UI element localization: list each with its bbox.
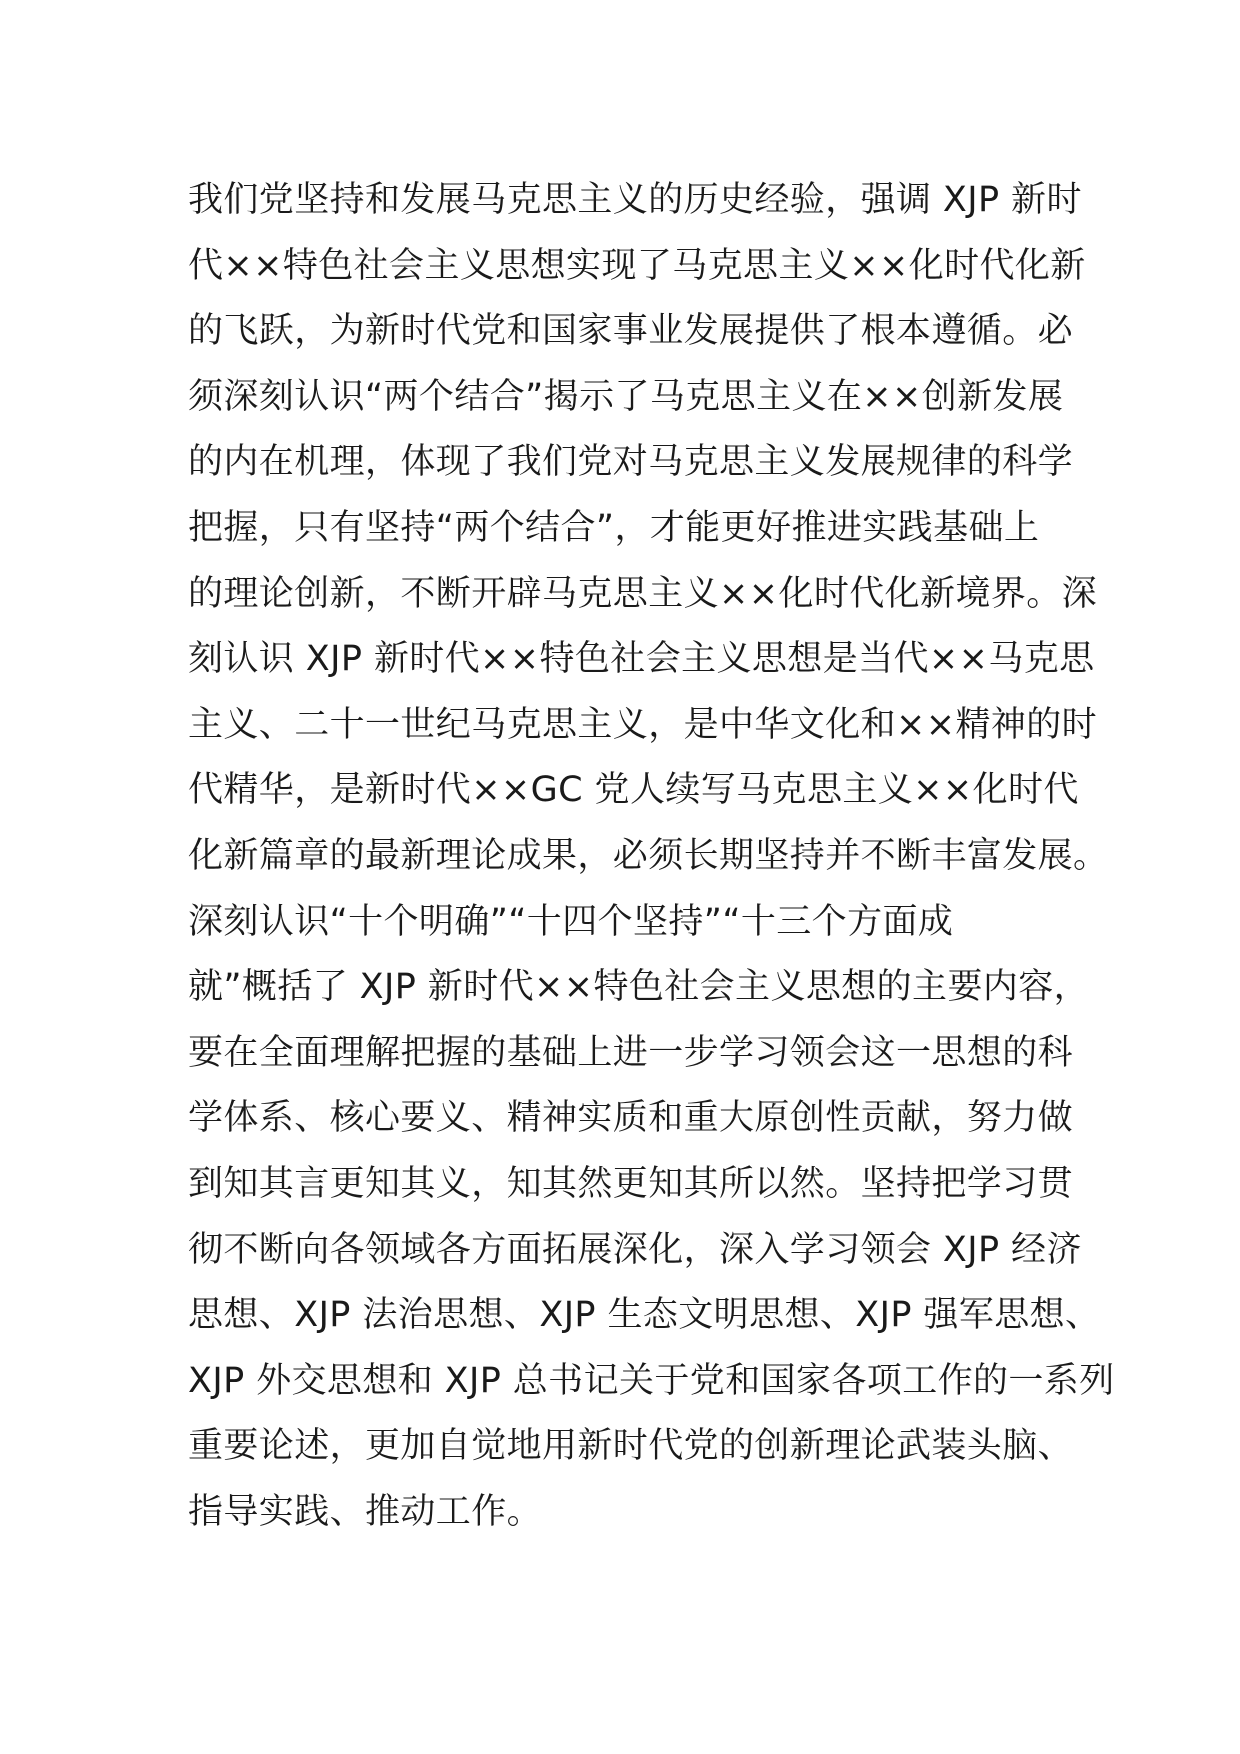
text-line: 的理论创新，不断开辟马克思主义××化时代化新境界。深 bbox=[188, 573, 1098, 614]
text-line: 的内在机理，体现了我们党对马克思主义发展规律的科学 bbox=[188, 442, 1074, 483]
text-line: 指导实践、推动工作。 bbox=[188, 1491, 543, 1532]
text-line: 代××特色社会主义思想实现了马克思主义××化时代化新 bbox=[188, 245, 1086, 286]
text-line: 把握，只有坚持“两个结合”，才能更好推进实践基础上 bbox=[188, 507, 1040, 548]
text-line: 思想、XJP 法治思想、XJP 生态文明思想、XJP 强军思想、 bbox=[188, 1295, 1101, 1336]
body-paragraph bbox=[188, 168, 1115, 1545]
text-line: 须深刻认识“两个结合”揭示了马克思主义在××创新发展 bbox=[188, 376, 1064, 417]
text-line: 彻不断向各领域各方面拓展深化，深入学习领会 XJP 经济 bbox=[188, 1229, 1082, 1270]
text-line: 代精华，是新时代××GC 党人续写马克思主义××化时代 bbox=[188, 770, 1079, 811]
text-line: XJP 外交思想和 XJP 总书记关于党和国家各项工作的一系列 bbox=[188, 1360, 1115, 1401]
text-line: 我们党坚持和发展马克思主义的历史经验，强调 XJP 新时 bbox=[188, 180, 1082, 220]
text-line: 要在全面理解把握的基础上进一步学习领会这一思想的科 bbox=[188, 1032, 1074, 1073]
text-line: 就”概括了 XJP 新时代××特色社会主义思想的主要内容， bbox=[188, 967, 1090, 1008]
text-line: 刻认识 XJP 新时代××特色社会主义思想是当代××马克思 bbox=[188, 639, 1095, 680]
text-line: 主义、二十一世纪马克思主义，是中华文化和××精神的时 bbox=[188, 704, 1098, 745]
text-line: 到知其言更知其义，知其然更知其所以然。坚持把学习贯 bbox=[188, 1163, 1074, 1204]
text-line: 深刻认识“十个明确”“十四个坚持”“十三个方面成 bbox=[188, 901, 954, 942]
text-line: 学体系、核心要义、精神实质和重大原创性贡献，努力做 bbox=[188, 1098, 1074, 1139]
text-line: 化新篇章的最新理论成果，必须长期坚持并不断丰富发展。 bbox=[188, 835, 1109, 876]
text-line: 重要论述，更加自觉地用新时代党的创新理论武装头脑、 bbox=[188, 1426, 1074, 1467]
text-line: 的飞跃，为新时代党和国家事业发展提供了根本遵循。必 bbox=[188, 311, 1074, 352]
